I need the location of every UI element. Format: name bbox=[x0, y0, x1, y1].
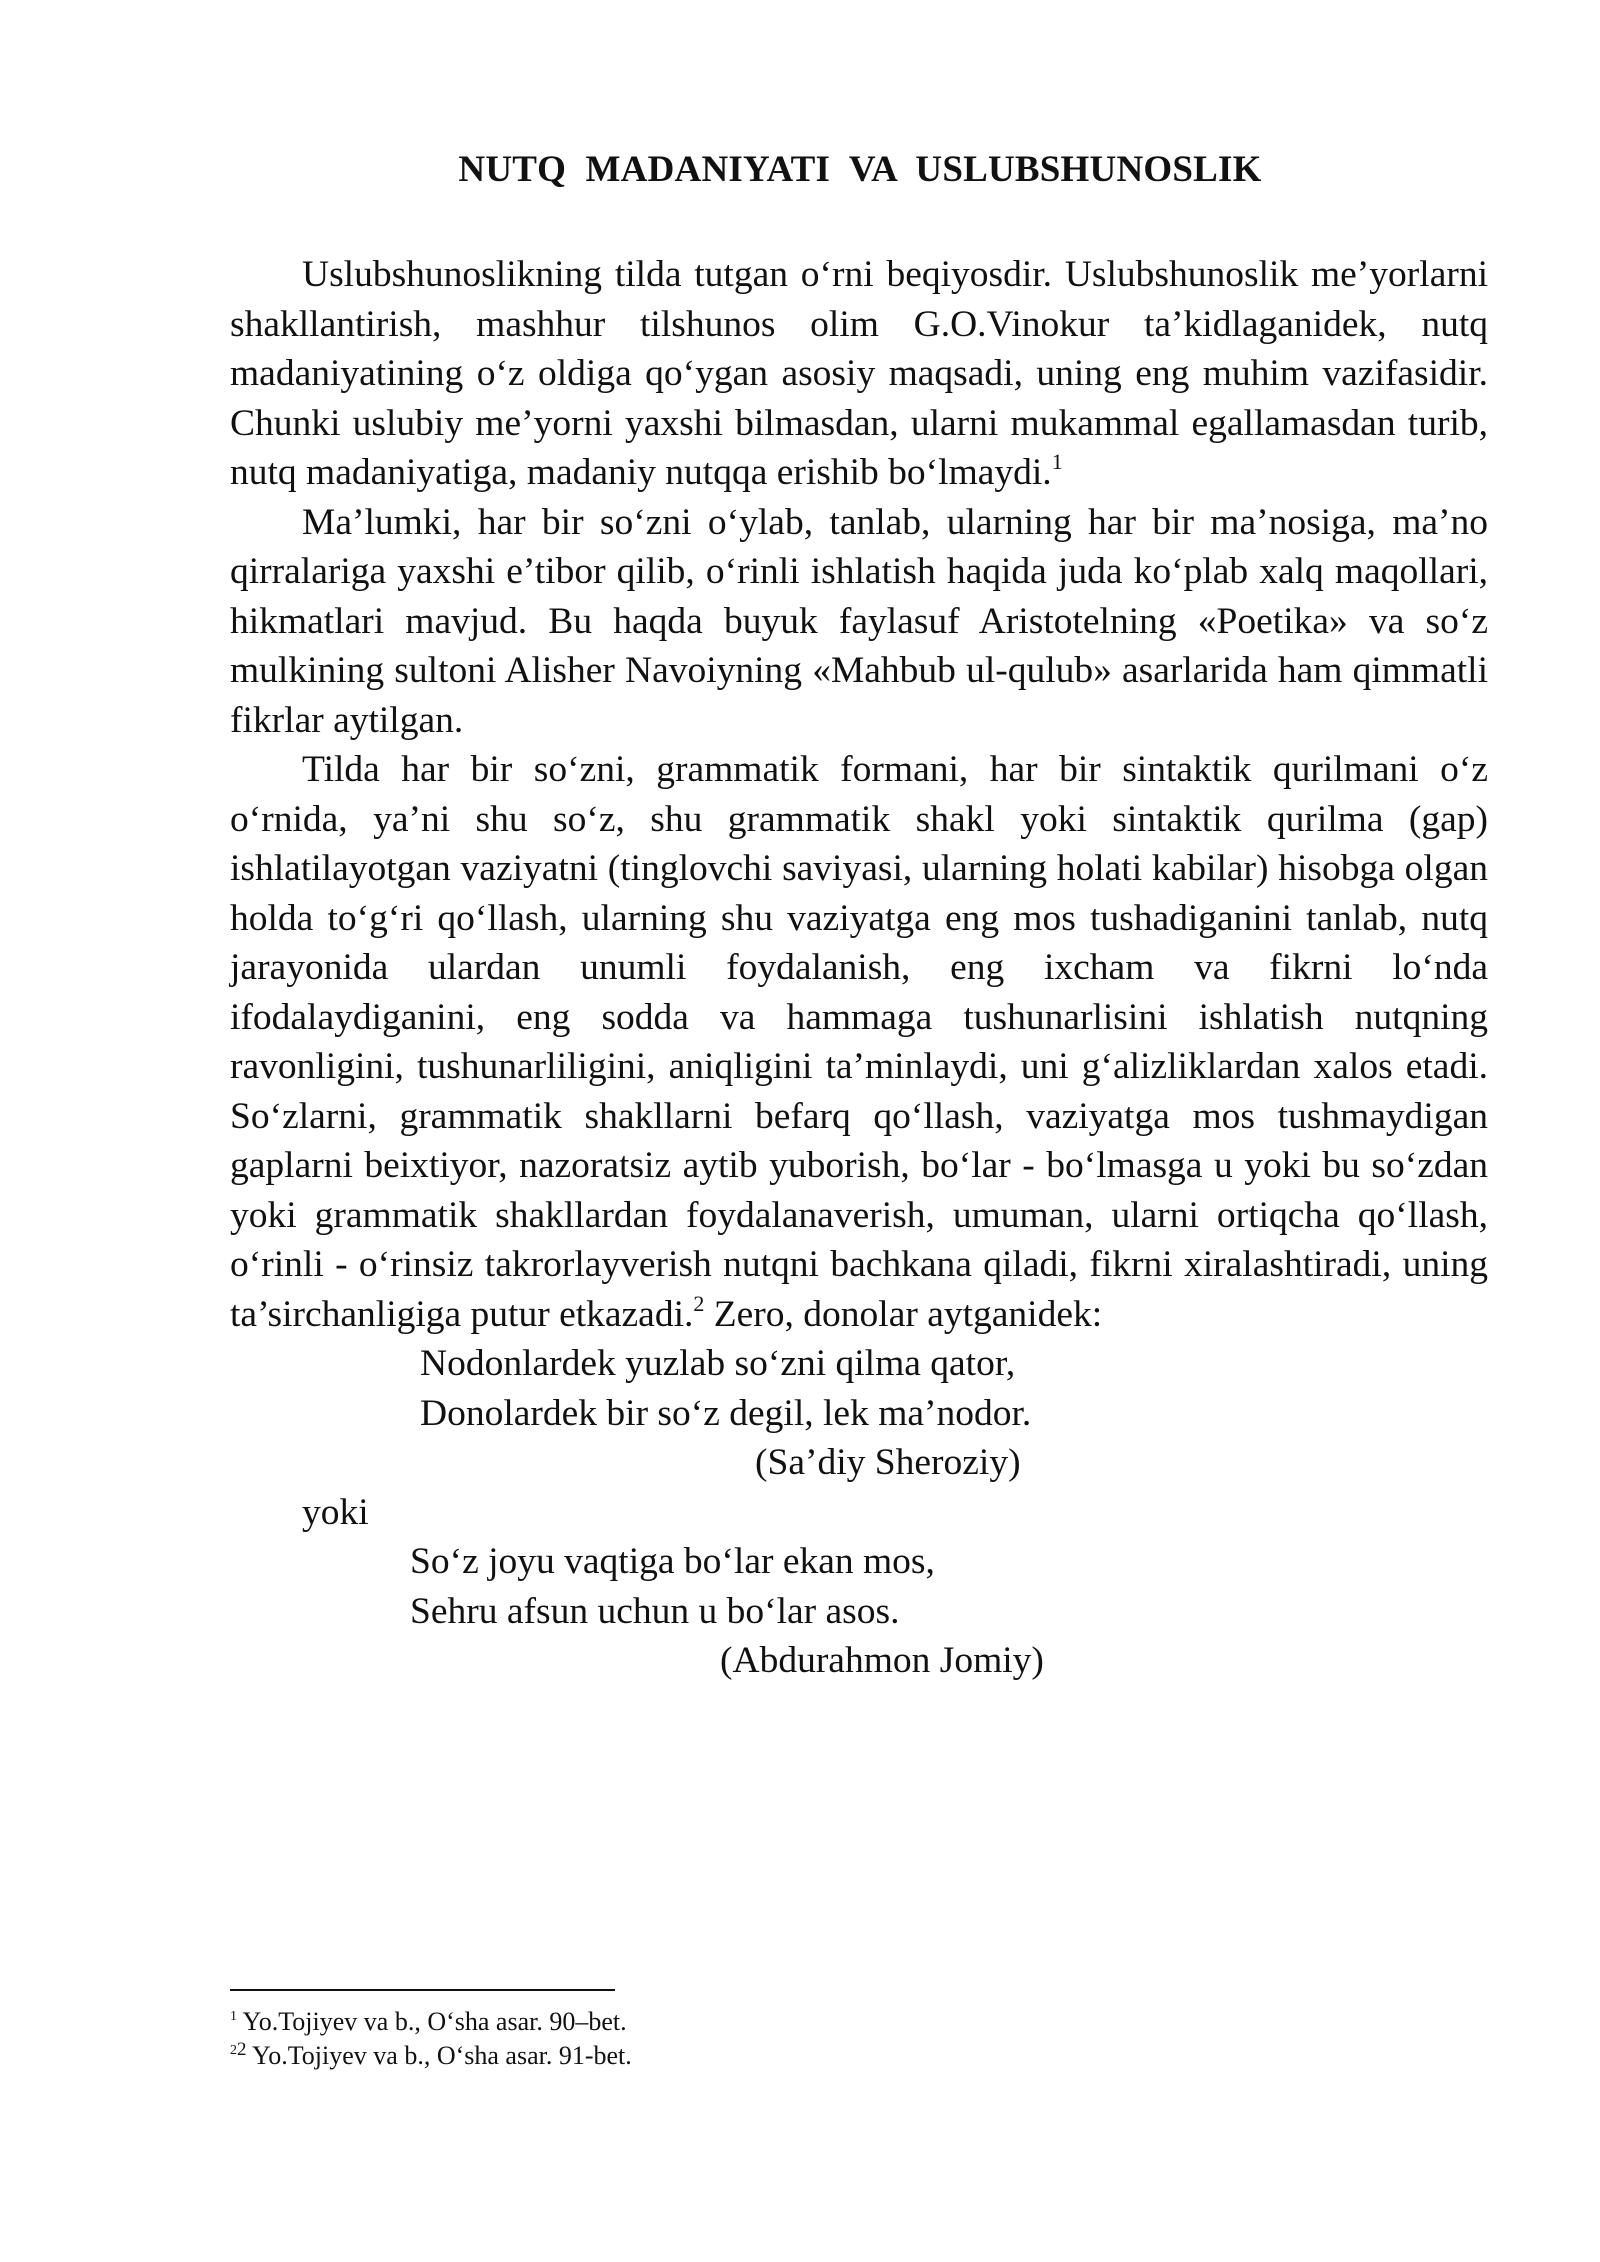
footnote-ref-2[interactable]: 2 bbox=[693, 1290, 705, 1316]
poem-1-line-1: Nodonlardek yuzlab so‘zni qilma qator, bbox=[420, 1343, 1016, 1384]
paragraph-2 bbox=[230, 498, 1488, 746]
footnote-1-marker: 1 bbox=[230, 2009, 237, 2024]
paragraph-3 bbox=[230, 745, 1488, 1339]
paragraph-2-text: Ma’lumki, har bir so‘zni o‘ylab, tanlab, ularning har bir ma’nosiga, ma’no qirralariga yaxshi e’tibor qilib, o‘rinli ishlatish haqida juda ko‘plab xalq maqollari, hikmatlari mavjud. Bu haqda buyuk faylasuf Aristotelning «Poetika» va so‘z mulkining sultoni Alisher Navoiyning «Mahbub ul-qulub» asarlarida ham qimmatli fikrlar aytilgan. bbox=[230, 501, 1488, 741]
poem-1-line-2: Donolardek bir so‘z degil, lek ma’nodor. bbox=[420, 1392, 1032, 1434]
connector-word: yoki bbox=[302, 1491, 369, 1533]
paragraph-1-text: Uslubshunoslikning tilda tutgan o‘rni beqiyosdir. Uslubshunoslik me’yorlarni shakllantirish, mashhur tilshunos olim G.O.Vinokur ta’kidlaganidek, nutq madaniyatining o‘z oldiga qo‘ygan asosiy maqsadi, uning eng muhim vazifasidir. Chunki uslubiy me’yorni yaxshi bilmasdan, ularni mukammal egallamasdan turib, nutq madaniyatiga, madaniy nutqqa erishib bo‘lmaydi. bbox=[230, 254, 1488, 493]
poem-quote-1 bbox=[230, 1339, 1488, 1488]
footnote-2-text: Yo.Tojiyev va b., O‘sha asar. 91-bet. bbox=[252, 2041, 632, 2070]
paragraph-1 bbox=[230, 250, 1488, 498]
footnotes bbox=[230, 2005, 632, 2073]
paragraph-3-tail: Zero, donolar aytganidek: bbox=[704, 1293, 1103, 1335]
footnote-1 bbox=[230, 2005, 632, 2039]
main-text bbox=[230, 250, 1488, 1686]
poem-quote-2 bbox=[230, 1537, 1488, 1686]
poem-2-line-1: So‘z joyu vaqtiga bo‘lar ekan mos, bbox=[410, 1541, 935, 1582]
page-title: NUTQ MADANIYATI VA USLUBSHUNOSLIK bbox=[458, 149, 1262, 190]
footnote-1-text: Yo.Tojiyev va b., O‘sha asar. 90–bet. bbox=[242, 2007, 627, 2036]
paragraph-3-text: Tilda har bir so‘zni, grammatik formani, har bir sintaktik qurilmani o‘z o‘rnida, ya’ni shu so‘z, shu grammatik shakl yoki sintaktik qurilma (gap) ishlatilayotgan vaziyatni (tinglovchi saviyasi, ularning holati kabilar) hisobga olgan holda to‘g‘ri qo‘llash, ularning shu vaziyatga eng mos tushadiganini tanlab, nutq jarayonida ulardan unumli foydalanish, eng ixcham va fikrni lo‘nda ifodalaydiganini, eng sodda va hammaga tushunarlisini ishlatish nutqning ravonligini, tushunarliligini, aniqligini ta’minlaydi, uni g‘alizliklardan xalos etadi. So‘zlarni, grammatik shakllarni befarq qo‘llash, vaziyatga mos tushmaydigan gaplarni beixtiyor, nazoratsiz aytib yuborish, bo‘lar - bo‘lmasga u yoki bu so‘zdan yoki grammatik shakllardan foydalanaverish, umuman, ularni ortiqcha qo‘llash, o‘rinli - o‘rinsiz takrorlayverish nutqni bachkana qiladi, fikrni xiralashtiradi, uning ta’sirchanligiga putur etkazadi. bbox=[230, 749, 1488, 1335]
footnote-2-marker-extra: 2 bbox=[237, 2039, 247, 2060]
poem-2-attribution: (Abdurahmon Jomiy) bbox=[720, 1640, 1044, 1681]
footnote-ref-1[interactable]: 1 bbox=[1051, 449, 1063, 474]
poem-2-line-2: Sehru afsun uchun u bo‘lar asos. bbox=[410, 1590, 900, 1632]
footnote-2-marker: 2 bbox=[230, 2043, 237, 2058]
footnote-2 bbox=[230, 2039, 632, 2073]
poem-1-attribution: (Sa’diy Sheroziy) bbox=[755, 1442, 1021, 1483]
footnote-separator bbox=[230, 1989, 615, 1991]
